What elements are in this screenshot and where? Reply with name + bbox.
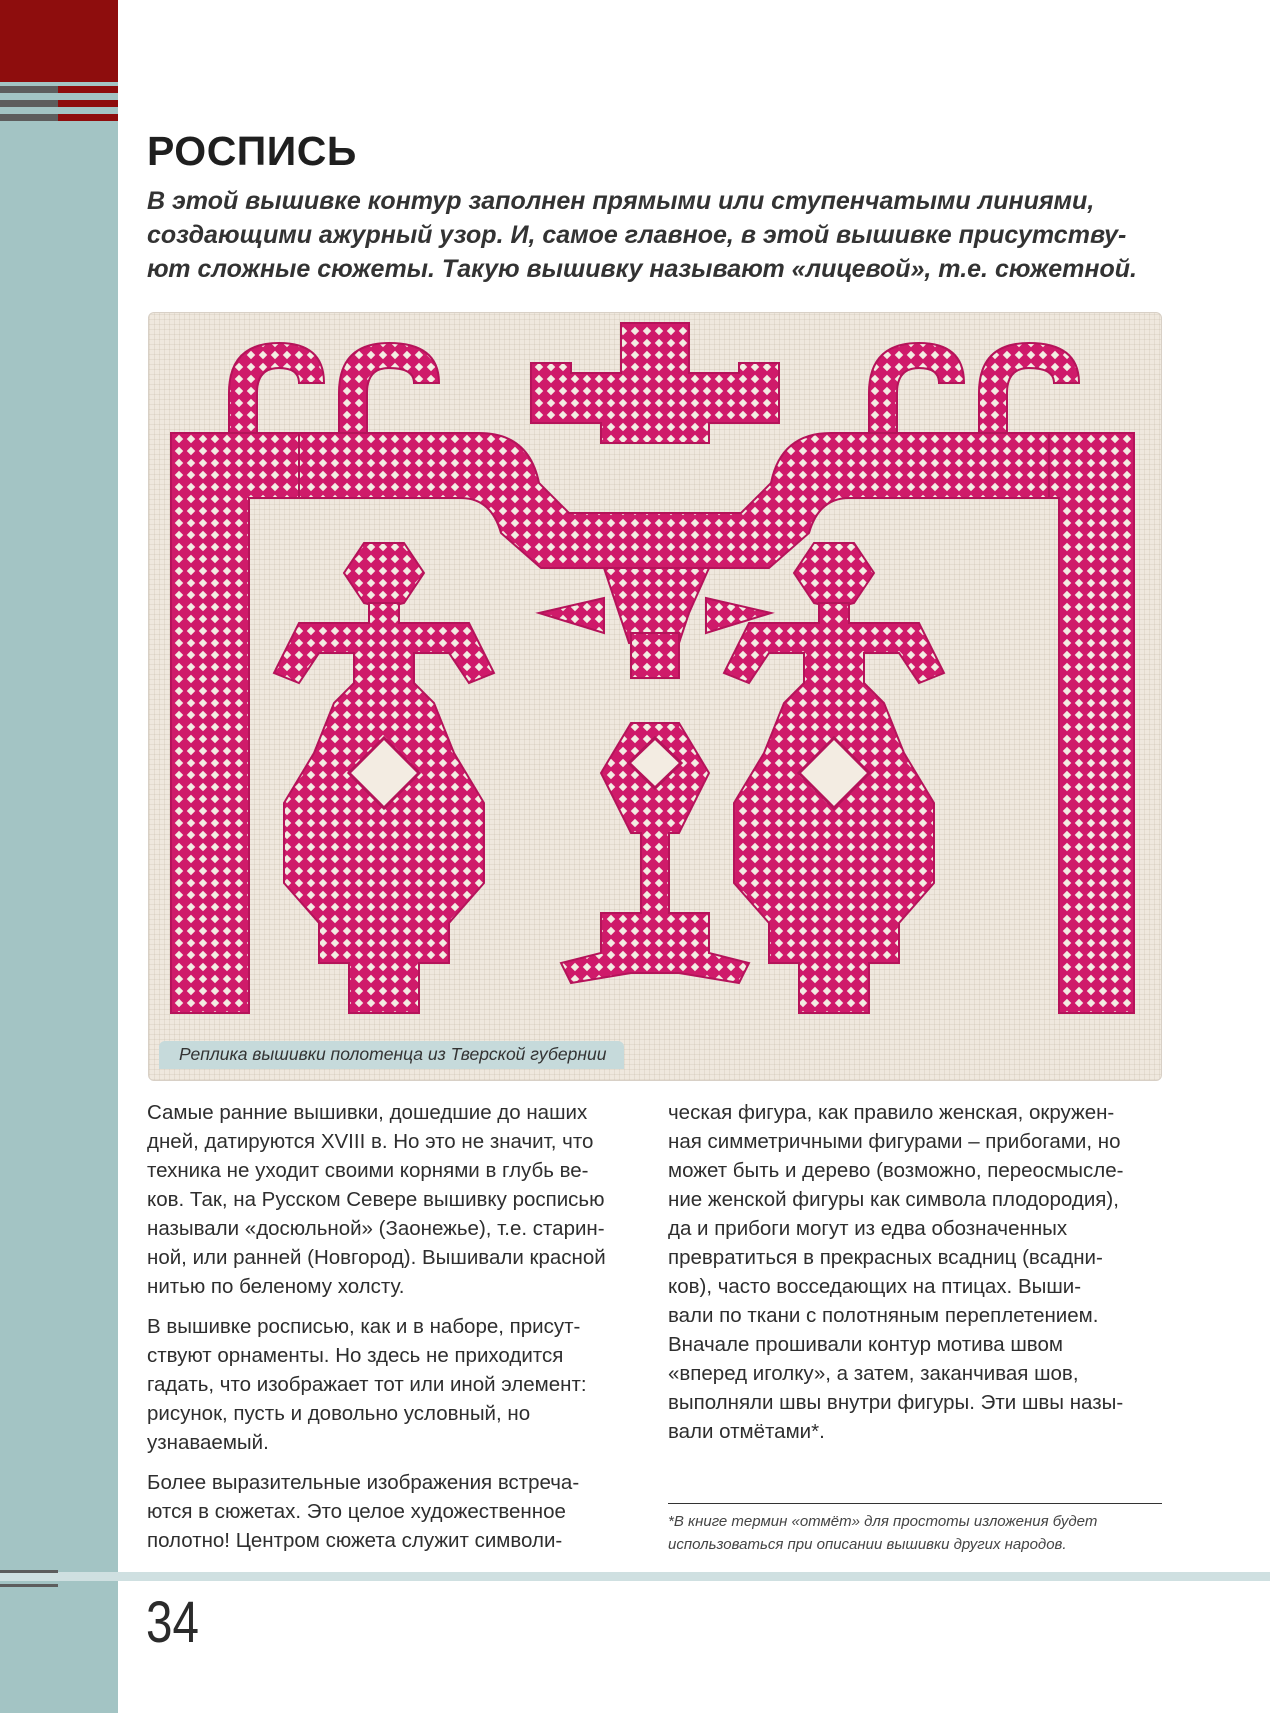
text-line: рисунок, пусть и довольно условный, но [147,1402,531,1425]
text-line: ются в сюжетах. Это целое художественное [147,1500,566,1523]
text-line: вали по ткани с полотняным переплетением. [668,1304,1099,1327]
embroidery-pattern-icon [149,313,1161,1080]
footnote-line: использоваться при описании вышивки других народов. [668,1536,1067,1553]
lead-line: В этой вышивке контур заполнен прямыми или ступенчатыми линиями, [147,187,1095,215]
text-line: ной, или ранней (Новгород). Вышивали красной [147,1246,606,1269]
text-line: да и прибоги могут из едва обозначенных [668,1217,1068,1240]
footnote [668,1510,1168,1556]
lead-line: создающими ажурный узор. И, самое главное, в этой вышивке присутству- [147,221,1127,249]
paragraph [147,1098,647,1301]
header-color-block [0,0,118,82]
lead-paragraph [147,184,1157,286]
lead-line: ют сложные сюжеты. Такую вышивку называют «лицевой», т.е. сюжетной. [147,255,1137,283]
page-title: РОСПИСЬ [147,128,357,174]
footer-rule [0,1572,1270,1581]
text-line: ков), часто восседающих на птицах. Выши- [668,1275,1082,1298]
text-line: Более выразительные изображения встреча- [147,1471,580,1494]
sidebar-band [0,0,118,1713]
text-line: может быть и дерево (возможно, переосмысле- [668,1159,1124,1182]
text-line: выполняли швы внутри фигуры. Эти швы назы- [668,1391,1124,1414]
text-line: В вышивке росписью, как и в наборе, присут- [147,1315,581,1338]
text-line: Самые ранние вышивки, дошедшие до наших [147,1101,588,1124]
figure-caption: Реплика вышивки полотенца из Тверской губернии [159,1041,624,1069]
text-line: нитью по беленому холсту. [147,1275,405,1298]
embroidery-photo [148,312,1162,1081]
left-column [147,1098,647,1566]
text-line: узнаваемый. [147,1431,269,1454]
paragraph [147,1312,647,1457]
text-line: гадать, что изображает тот или иной элемент: [147,1373,587,1396]
text-line: ков. Так, на Русском Севере вышивку росписью [147,1188,605,1211]
text-line: полотно! Центром сюжета служит символи- [147,1529,563,1552]
header-stripe [0,114,118,121]
text-line: ние женской фигуры как символа плодородия), [668,1188,1119,1211]
footer-stripe [0,1584,58,1587]
text-line: превратиться в прекрасных всадниц (всадни- [668,1246,1103,1269]
footnote-divider [668,1503,1162,1504]
footer-stripe [0,1570,58,1573]
text-line: ная симметричными фигурами – прибогами, но [668,1130,1121,1153]
text-line: ческая фигура, как правило женская, окружен- [668,1101,1115,1124]
text-line: техника не уходит своими корнями в глубь ве- [147,1159,589,1182]
paragraph [147,1468,647,1555]
text-line: вали отмётами*. [668,1420,825,1443]
text-line: Вначале прошивали контур мотива швом [668,1333,1063,1356]
header-stripe [0,86,118,93]
text-line: ствуют орнаменты. Но здесь не приходится [147,1344,564,1367]
footnote-line: *В книге термин «отмёт» для простоты изложения будет [668,1513,1098,1530]
page-number: 34 [146,1590,199,1655]
text-line: «вперед иголку», а затем, заканчивая шов, [668,1362,1079,1385]
text-line: называли «досюльной» (Заонежье), т.е. старин- [147,1217,605,1240]
header-stripe [0,100,118,107]
paragraph [668,1098,1168,1446]
right-column [668,1098,1168,1457]
text-line: дней, датируются XVIII в. Но это не значит, что [147,1130,594,1153]
